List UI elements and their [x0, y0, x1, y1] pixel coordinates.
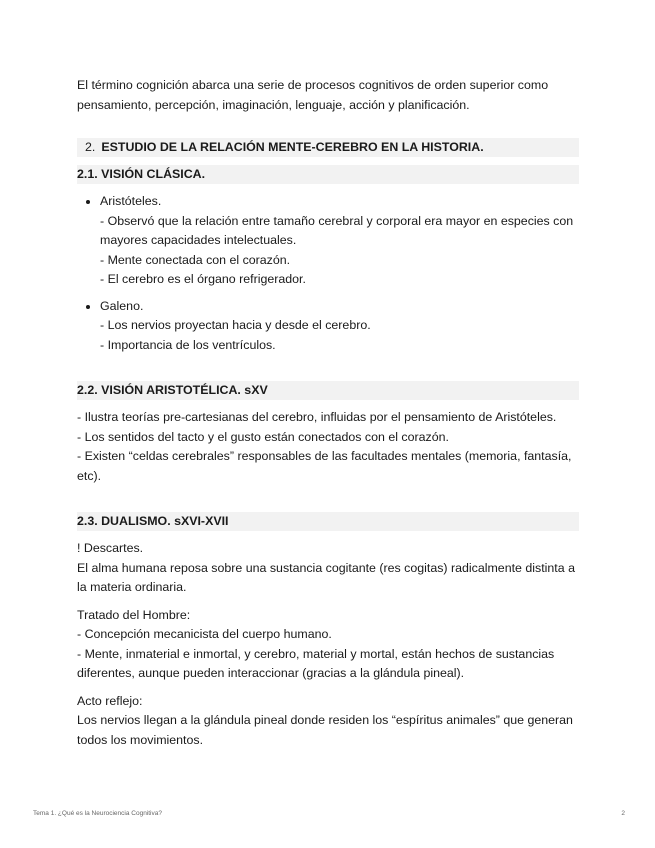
text-line: - Existen “celdas cerebrales” responsables de las facultades mentales (memoria, fantasía, etc). — [77, 449, 572, 483]
section-2-heading — [77, 138, 579, 157]
dualism-paragraph-reflejo — [77, 692, 579, 751]
text-line: Tratado del Hombre: — [77, 607, 191, 622]
text-line: ! Descartes. — [77, 541, 144, 555]
list-item-line: - Los nervios proyectan hacia y desde el cerebro. — [100, 318, 371, 332]
text-line: Los nervios llegan a la glándula pineal donde residen los “espíritus animales” que generan todos los movimientos. — [77, 713, 573, 747]
text-line: - Los sentidos del tacto y el gusto están conectados con el corazón. — [77, 429, 449, 444]
list-item-galeno — [100, 297, 579, 356]
page-number: 2 — [621, 810, 625, 817]
section-2-number: 2. — [85, 140, 96, 154]
section-2-title: ESTUDIO DE LA RELACIÓN MENTE-CEREBRO EN LA HISTORIA. — [101, 140, 484, 154]
dualism-paragraph-tratado — [77, 606, 579, 684]
text-line: - Mente, inmaterial e inmortal, y cerebro, material y mortal, están hechos de sustancias diferentes, aunque pueden interaccionar (gracias a la glándula pineal). — [77, 646, 555, 680]
list-item-name: Galeno. — [100, 298, 144, 313]
text-line: Acto reflejo: — [77, 693, 143, 708]
list-item-name: Aristóteles. — [100, 194, 162, 208]
section-2-3-heading: 2.3. DUALISMO. sXVI-XVII — [77, 512, 579, 531]
text-line: El alma humana reposa sobre una sustancia cogitante (res cogitas) radicalmente distinta a la materia ordinaria. — [77, 560, 575, 594]
dualism-paragraph-descartes — [77, 539, 579, 598]
classic-view-list — [77, 192, 579, 355]
list-item-line: - El cerebro es el órgano refrigerador. — [100, 272, 306, 286]
list-item-line: - Importancia de los ventrículos. — [100, 337, 276, 352]
intro-paragraph: El término cognición abarca una serie de procesos cognitivos de orden superior como pensamiento, percepción, imaginación, lenguaje, acción y planificación. — [77, 78, 549, 112]
text-line: - Concepción mecanicista del cuerpo humano. — [77, 627, 332, 641]
page-content — [77, 76, 579, 758]
text-line: - Ilustra teorías pre-cartesianas del cerebro, influidas por el pensamiento de Aristóteles. — [77, 410, 557, 424]
list-item-line: - Observó que la relación entre tamaño cerebral y corporal era mayor en especies con mayores capacidades intelectuales. — [100, 213, 574, 247]
aristotelian-view-text — [77, 408, 579, 486]
section-2-1-heading: 2.1. VISIÓN CLÁSICA. — [77, 165, 579, 184]
footer-title: Tema 1. ¿Qué es la Neurociencia Cognitiva? — [33, 810, 162, 817]
page-footer — [33, 810, 625, 818]
section-2-2-heading: 2.2. VISIÓN ARISTOTÉLICA. sXV — [77, 381, 579, 400]
list-item-aristoteles — [100, 192, 579, 290]
list-item-line: - Mente conectada con el corazón. — [100, 252, 291, 267]
